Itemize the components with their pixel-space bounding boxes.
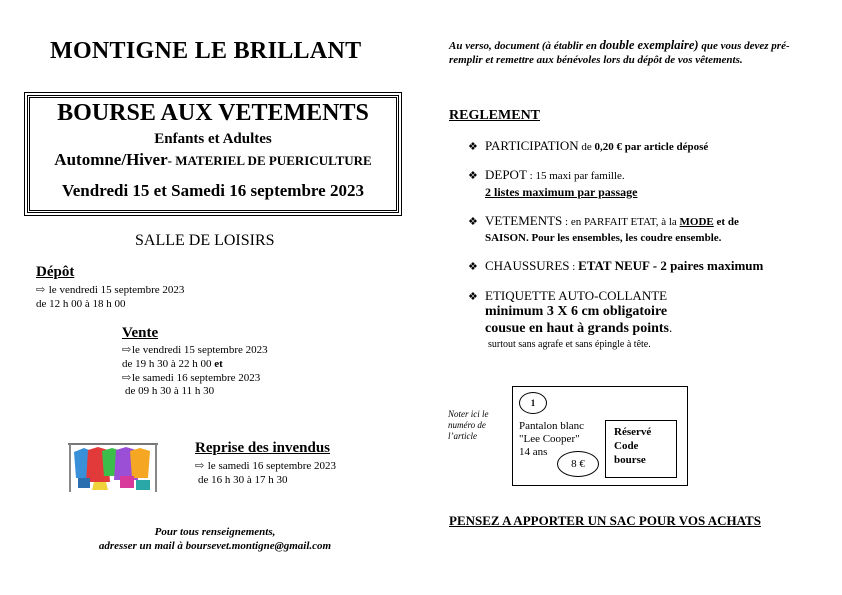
event-season [27,150,399,170]
label-number: 1 [519,392,547,414]
label-item-text: Pantalon blanc "Lee Cooper" 14 ans [519,420,585,458]
town-title: MONTIGNE LE BRILLANT [50,38,362,64]
rule-etiquette: ❖ ETIQUETTE AUTO-COLLANTE minimum 3 X 6 cm obligatoire cousue en haut à grands points. surtout sans agrafe et sans épingle à tête. [468,288,673,350]
reserved-box: Réservé Code bourse [605,420,677,478]
rule-depot: ❖ DEPOT : 15 maxi par famille. 2 listes maximum par passage [468,167,638,199]
right-arrow-icon: ⇨ [36,284,46,296]
diamond-bullet-icon: ❖ [468,291,478,303]
label-price: 8 € [557,451,599,477]
venue: SALLE DE LOISIRS [135,232,275,249]
bring-bag-notice: PENSEZ A APPORTER UN SAC POUR VOS ACHATS [449,513,761,528]
diamond-bullet-icon: ❖ [468,141,478,153]
vente-heading: Vente [122,325,159,341]
event-title: BOURSE AUX VETEMENTS [57,100,369,126]
diamond-bullet-icon: ❖ [468,216,478,228]
contact-email: adresser un mail à boursevet.montigne@gmail.com [98,540,332,552]
right-arrow-icon: ⇨ [122,344,132,356]
label-note: Noter ici le numéro de l’article [448,409,489,441]
diamond-bullet-icon: ❖ [468,170,478,182]
reprise-line2: de 16 h 30 à 17 h 30 [198,474,288,486]
depot-line2: de 12 h 00 à 18 h 00 [36,298,126,310]
rule-vetements: ❖ VETEMENTS : en PARFAIT ETAT, à la MODE et de SAISON. Pour les ensembles, les coudre ensemble. [468,213,739,244]
event-dates: Vendredi 15 et Samedi 16 septembre 2023 [62,181,364,200]
depot-heading: Dépôt [36,264,75,280]
rule-participation: ❖ PARTICIPATION de 0,20 € par article déposé [468,138,709,153]
vente-line1: ⇨le vendredi 15 septembre 2023 [122,344,268,356]
season-extra: - MATERIEL DE PUERICULTURE [167,153,372,168]
depot-line1: ⇨ le vendredi 15 septembre 2023 [36,284,185,296]
diamond-bullet-icon: ❖ [468,261,478,273]
reprise-heading: Reprise des invendus [195,440,331,456]
reprise-line1: ⇨ le samedi 16 septembre 2023 [195,460,337,472]
verso-notice: Au verso, document (à établir en double exemplaire) que vous devez pré-remplir et remettre aux bénévoles lors du dépôt de vos vêtements. [449,38,790,66]
reglement-heading: REGLEMENT [449,108,541,123]
right-arrow-icon: ⇨ [195,460,205,472]
vente-line4: de 09 h 30 à 11 h 30 [125,385,215,397]
clothes-rack-icon [64,438,162,496]
vente-line2: de 19 h 30 à 22 h 00 et [122,358,223,370]
event-subtitle: Enfants et Adultes [154,131,272,147]
rule-chaussures: ❖ CHAUSSURES : ETAT NEUF - 2 paires maximum [468,258,764,273]
season-label: Automne/Hiver [54,150,168,169]
vente-line3: ⇨le samedi 16 septembre 2023 [122,372,261,384]
right-arrow-icon: ⇨ [122,372,132,384]
contact-line1: Pour tous renseignements, [154,526,276,538]
contact-info [70,525,360,553]
